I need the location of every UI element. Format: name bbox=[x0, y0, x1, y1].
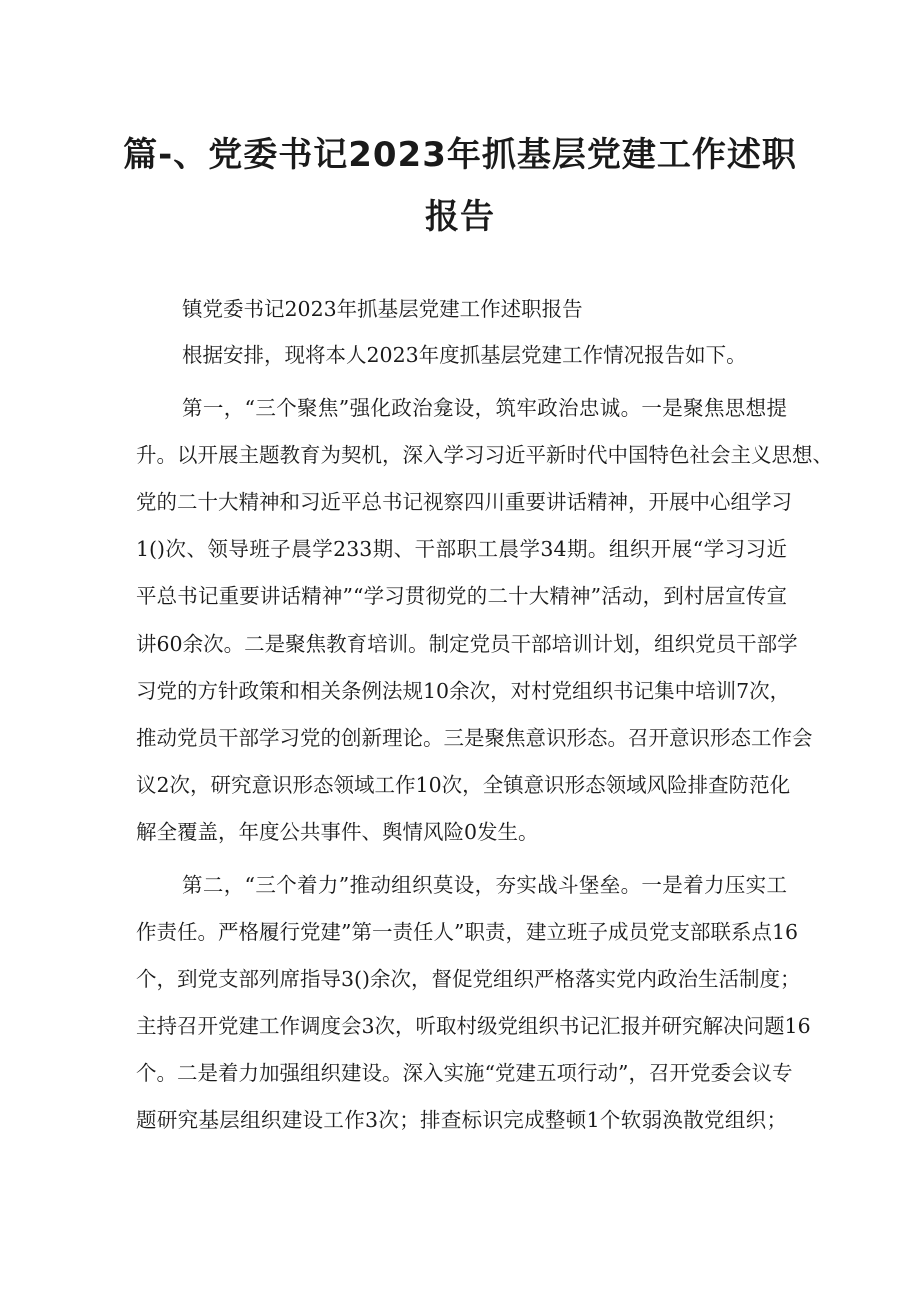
paragraph-2-line: 题研究基层组织建设工作3次；排查标识完成整顿1个软弱涣散党组织； bbox=[136, 1108, 787, 1132]
paragraph-2-line: 个，到党支部列席指导3()余次，督促党组织严格落实党内政治生活制度； bbox=[136, 967, 801, 991]
paragraph-1-line: 党的二十大精神和习近平总书记视察四川重要讲话精神，开展中心组学习 bbox=[136, 490, 792, 514]
paragraph-1-line: 讲60余次。二是聚焦教育培训。制定党员干部培训计划，组织党员干部学 bbox=[136, 632, 798, 656]
paragraph-1-line: 升。以开展主题教育为契机，深入学习习近平新时代中国特色社会主义思想、 bbox=[136, 443, 833, 467]
paragraph-1-line: 推动党员干部学习党的创新理论。三是聚焦意识形态。召开意识形态工作会 bbox=[136, 726, 813, 750]
document-title-line-1: 篇-、党委书记2023年抓基层党建工作述职 bbox=[123, 135, 797, 175]
paragraph-1-line: 1()次、领导班子晨学233期、干部职工晨学34期。组织开展“学习习近 bbox=[136, 537, 787, 561]
paragraph-2-line: 第二，“三个着力”推动组织莫设，夯实战斗堡垒。一是着力压实工 bbox=[182, 873, 787, 897]
intro-paragraph: 根据安排，现将本人2023年度抓基层党建工作情况报告如下。 bbox=[182, 343, 747, 367]
document-subtitle: 镇党委书记2023年抓基层党建工作述职报告 bbox=[182, 297, 583, 321]
paragraph-2-line: 主持召开党建工作调度会3次，听取村级党组织书记汇报并研究解决问题16 bbox=[136, 1014, 811, 1038]
paragraph-1-line: 习党的方针政策和相关条例法规10余次，对村党组织书记集中培训7次， bbox=[136, 679, 791, 703]
paragraph-2-line: 作责任。严格履行党建”第一责任人”职责，建立班子成员党支部联系点16 bbox=[136, 920, 799, 944]
document-title-line-2: 报告 bbox=[425, 197, 495, 237]
paragraph-2-line: 个。二是着力加强组织建设。深入实施“党建五项行动”，召开党委会议专 bbox=[136, 1061, 793, 1085]
paragraph-1-line: 解全覆盖，年度公共事件、舆情风险0发生。 bbox=[136, 820, 539, 844]
paragraph-1-line: 平总书记重要讲话精神”“学习贯彻党的二十大精神”活动，到村居宣传宣 bbox=[136, 584, 787, 608]
paragraph-1-line: 第一，“三个聚焦”强化政治龛设，筑牢政治忠诚。一是聚焦思想提 bbox=[182, 396, 787, 420]
paragraph-1-line: 议2次，研究意识形态领域工作10次，全镇意识形态领域风险排查防范化 bbox=[136, 773, 791, 797]
